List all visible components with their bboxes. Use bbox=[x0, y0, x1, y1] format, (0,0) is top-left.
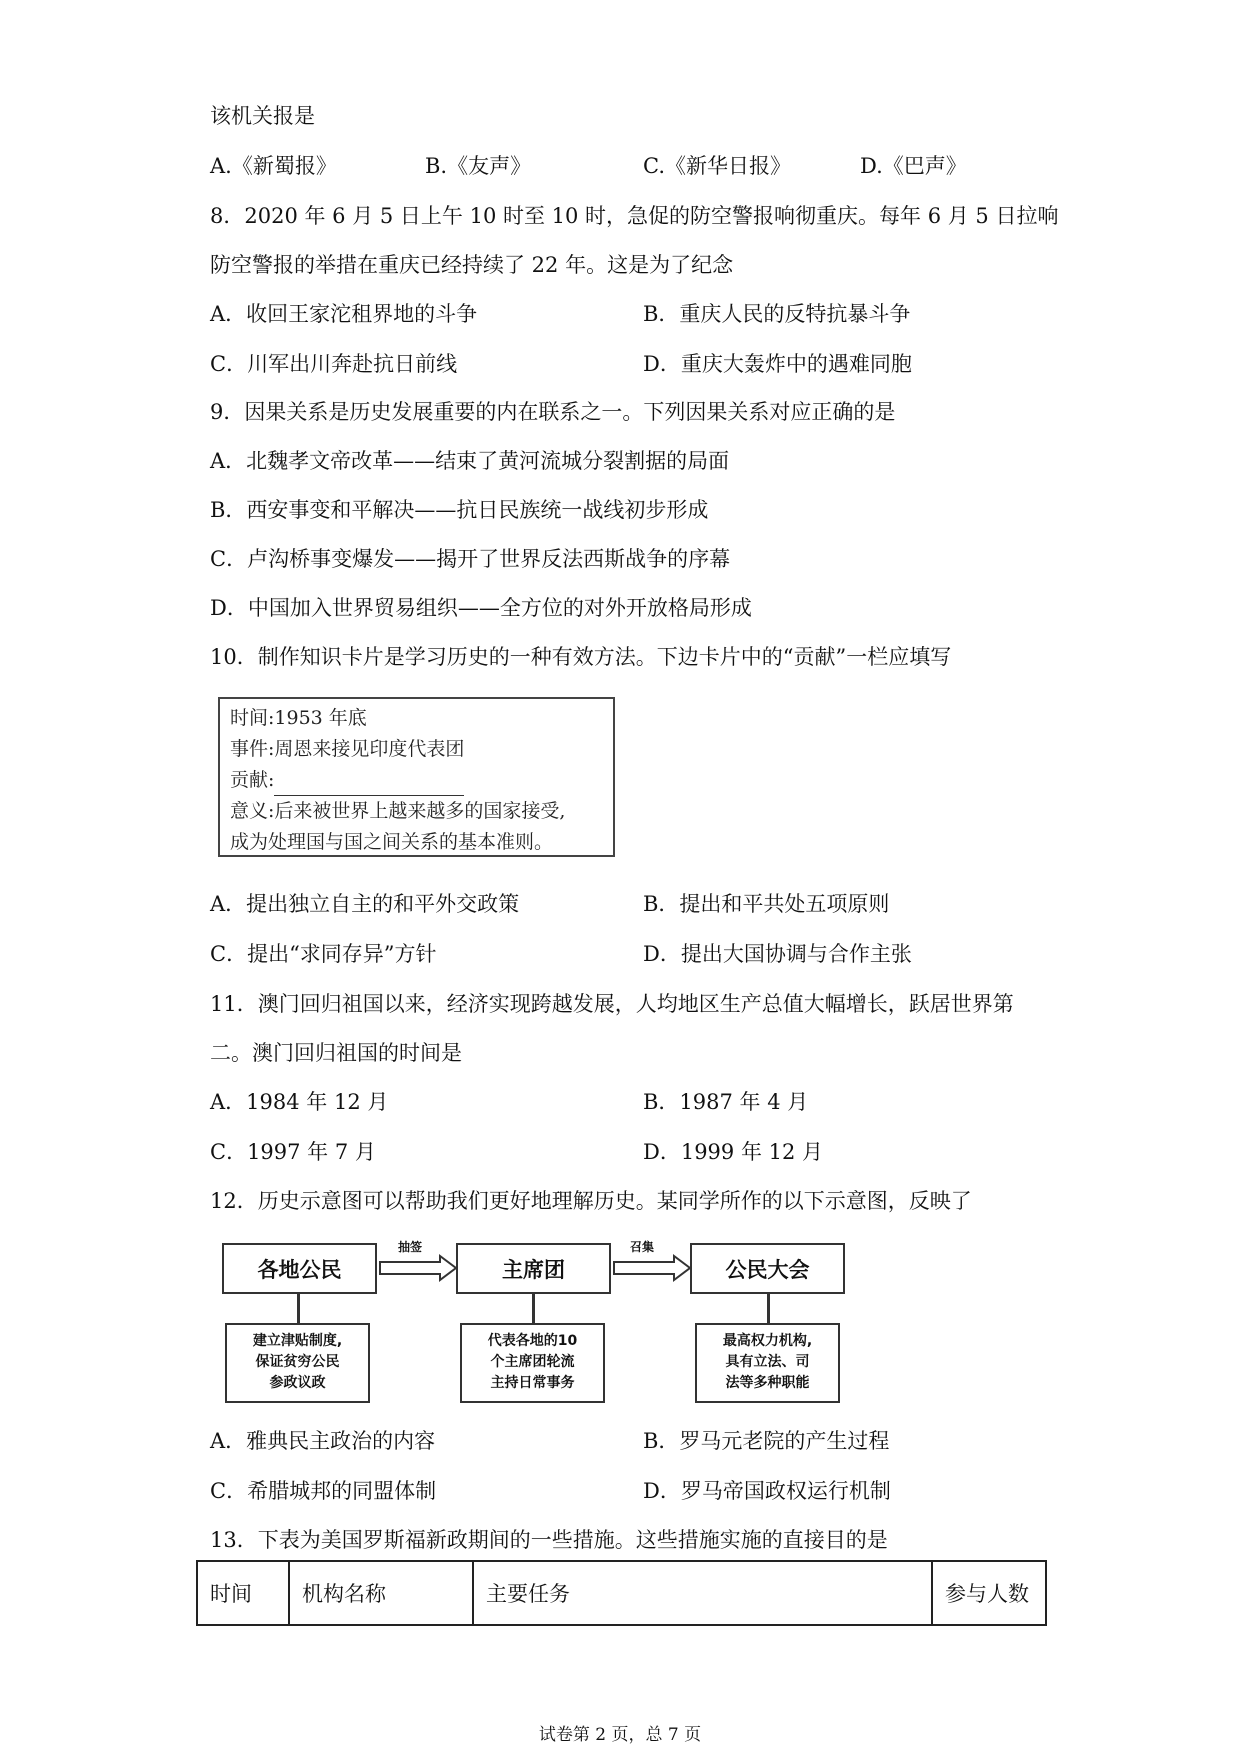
q9-option-c[interactable]: C．卢沟桥事变爆发——揭开了世界反法西斯战争的序幕 bbox=[210, 547, 731, 571]
q12-option-d[interactable]: D．罗马帝国政权运行机制 bbox=[643, 1479, 891, 1503]
desc-line: 建立津贴制度, bbox=[252, 1333, 343, 1349]
q11-option-a[interactable]: A．1984 年 12 月 bbox=[210, 1090, 389, 1114]
q11-stem-line2: 二。澳门回归祖国的时间是 bbox=[210, 1041, 462, 1065]
desc-line: 法等多种职能 bbox=[725, 1375, 810, 1391]
q9-option-d[interactable]: D．中国加入世界贸易组织——全方位的对外开放格局形成 bbox=[210, 596, 752, 620]
desc-line: 参政议政 bbox=[269, 1375, 326, 1391]
q8-option-a[interactable]: A．收回王家沱租界地的斗争 bbox=[210, 302, 478, 326]
q9-option-a[interactable]: A．北魏孝文帝改革——结束了黄河流城分裂割据的局面 bbox=[210, 449, 730, 473]
q10-option-d[interactable]: D．提出大国协调与合作主张 bbox=[643, 942, 912, 966]
connector-line bbox=[532, 1294, 535, 1324]
card-time: 时间:1953 年底 bbox=[230, 707, 367, 729]
diagram-desc-presidium bbox=[460, 1323, 605, 1403]
table-header-task: 主要任务 bbox=[473, 1561, 932, 1625]
q8-stem-line2: 防空警报的举措在重庆已经持续了 22 年。这是为了纪念 bbox=[210, 253, 734, 277]
diagram-box-presidium: 主席团 bbox=[456, 1243, 611, 1294]
q12-option-b[interactable]: B．罗马元老院的产生过程 bbox=[643, 1429, 890, 1453]
q8-option-b[interactable]: B．重庆人民的反特抗暴斗争 bbox=[643, 302, 911, 326]
q10-stem: 10．制作知识卡片是学习历史的一种有效方法。下边卡片中的“贡献”一栏应填写 bbox=[210, 645, 952, 669]
knowledge-card bbox=[218, 697, 615, 857]
card-contribution-blank bbox=[274, 773, 464, 796]
desc-line: 具有立法、司 bbox=[725, 1354, 810, 1370]
q7-option-c[interactable]: C.《新华日报》 bbox=[643, 154, 791, 178]
desc-line: 个主席团轮流 bbox=[490, 1354, 575, 1370]
q12-stem: 12．历史示意图可以帮助我们更好地理解历史。某同学所作的以下示意图，反映了 bbox=[210, 1189, 972, 1213]
table-header-participants: 参与人数 bbox=[932, 1561, 1046, 1625]
table-header-row bbox=[197, 1561, 1046, 1625]
diagram-box-assembly: 公民大会 bbox=[690, 1243, 845, 1294]
q12-option-c[interactable]: C．希腊城邦的同盟体制 bbox=[210, 1479, 437, 1503]
q10-option-a[interactable]: A．提出独立自主的和平外交政策 bbox=[210, 892, 520, 916]
q10-option-c[interactable]: C．提出“求同存异”方针 bbox=[210, 942, 437, 966]
card-meaning-line1: 意义:后来被世界上越来越多的国家接受, bbox=[230, 800, 566, 822]
table-header-agency: 机构名称 bbox=[289, 1561, 473, 1625]
diagram-desc-assembly bbox=[695, 1323, 840, 1403]
arrow-label-convene: 召集 bbox=[630, 1240, 655, 1254]
q9-option-b[interactable]: B．西安事变和平解决——抗日民族统一战线初步形成 bbox=[210, 498, 709, 522]
diagram-box-citizens: 各地公民 bbox=[222, 1243, 377, 1294]
q9-stem: 9．因果关系是历史发展重要的内在联系之一。下列因果关系对应正确的是 bbox=[210, 400, 896, 424]
q8-option-d[interactable]: D．重庆大轰炸中的遇难同胞 bbox=[643, 352, 912, 376]
q12-option-a[interactable]: A．雅典民主政治的内容 bbox=[210, 1429, 436, 1453]
card-meaning-line2: 成为处理国与国之间关系的基本准则。 bbox=[230, 831, 554, 853]
table-header-time: 时间 bbox=[197, 1561, 289, 1625]
q11-option-d[interactable]: D．1999 年 12 月 bbox=[643, 1140, 824, 1164]
card-contribution bbox=[230, 765, 603, 796]
q13-stem: 13．下表为美国罗斯福新政期间的一些措施。这些措施实施的直接目的是 bbox=[210, 1528, 888, 1552]
arrow-icon bbox=[612, 1250, 692, 1286]
card-event: 事件:周恩来接见印度代表团 bbox=[230, 738, 465, 760]
q11-option-c[interactable]: C．1997 年 7 月 bbox=[210, 1140, 376, 1164]
q8-option-c[interactable]: C．川军出川奔赴抗日前线 bbox=[210, 352, 458, 376]
connector-line bbox=[297, 1294, 300, 1324]
q10-option-b[interactable]: B．提出和平共处五项原则 bbox=[643, 892, 890, 916]
q7-option-a[interactable]: A.《新蜀报》 bbox=[210, 154, 337, 178]
arrow-icon bbox=[378, 1250, 458, 1286]
desc-line: 保证贫穷公民 bbox=[255, 1354, 340, 1370]
diagram-desc-citizens bbox=[225, 1323, 370, 1403]
q8-stem-line1: 8．2020 年 6 月 5 日上午 10 时至 10 时，急促的防空警报响彻重庆。每年 6 月 5 日拉响 bbox=[210, 204, 1059, 228]
q7-option-b[interactable]: B.《友声》 bbox=[425, 154, 532, 178]
q7-stem-tail: 该机关报是 bbox=[210, 104, 315, 128]
q13-table bbox=[196, 1560, 1047, 1626]
q7-option-d[interactable]: D.《巴声》 bbox=[860, 154, 967, 178]
q11-option-b[interactable]: B．1987 年 4 月 bbox=[643, 1090, 809, 1114]
q11-stem-line1: 11．澳门回归祖国以来，经济实现跨越发展，人均地区生产总值大幅增长，跃居世界第 bbox=[210, 992, 1014, 1016]
connector-line bbox=[767, 1294, 770, 1324]
desc-line: 最高权力机构, bbox=[722, 1333, 813, 1349]
card-contribution-label: 贡献: bbox=[230, 769, 275, 791]
arrow-label-lottery: 抽签 bbox=[398, 1240, 423, 1254]
desc-line: 代表各地的10 bbox=[487, 1333, 578, 1349]
desc-line: 主持日常事务 bbox=[490, 1375, 575, 1391]
page-footer: 试卷第 2 页，总 7 页 bbox=[538, 1725, 702, 1745]
